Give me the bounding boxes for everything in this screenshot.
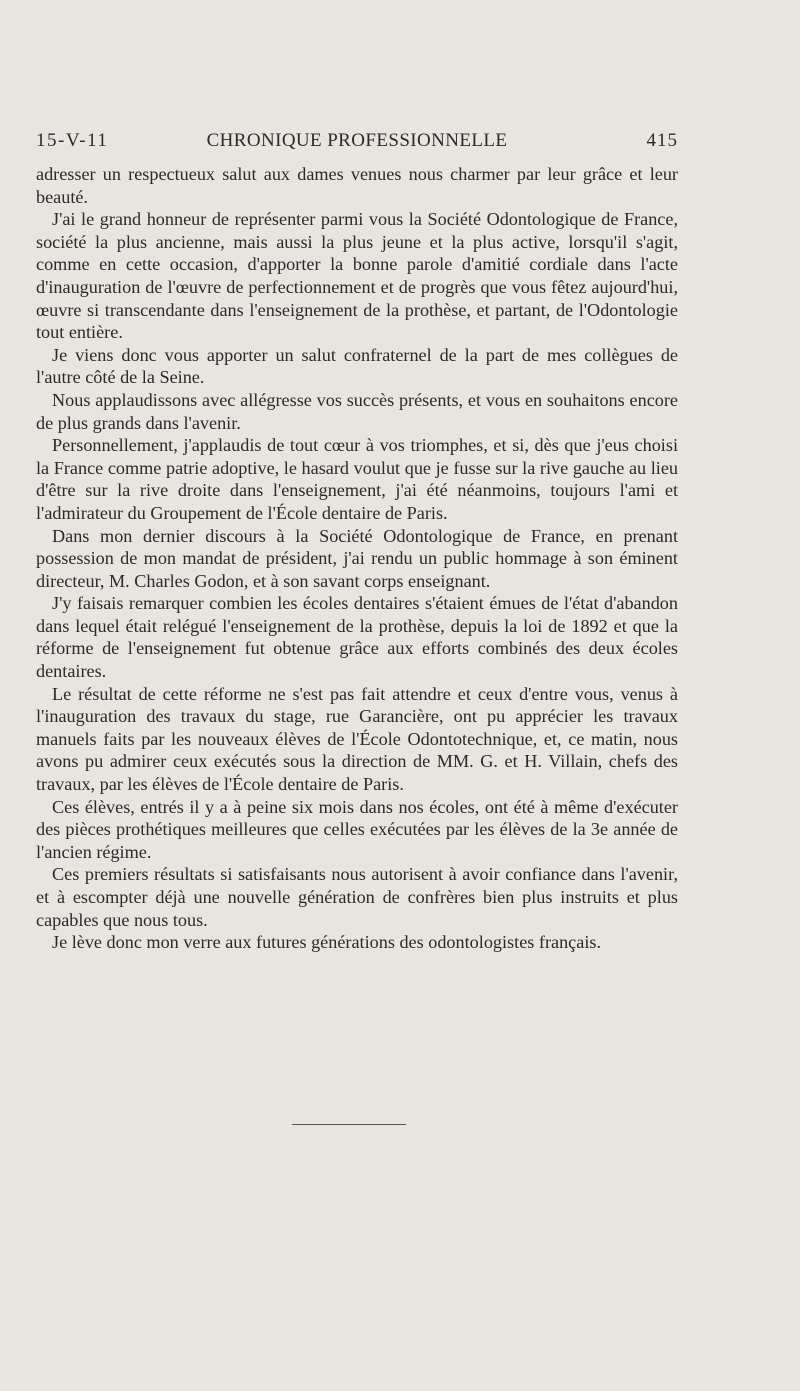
- running-head: [36, 130, 678, 156]
- paragraph-3: Je viens donc vous apporter un salut confraternel de la part de mes collègues de l'autre côté de la Seine.: [36, 344, 678, 388]
- paragraph-8: Le résultat de cette réforme ne s'est pas fait attendre et ceux d'entre vous, venus à l'inauguration des travaux du stage, rue Garancière, ont pu apprécier les travaux manuels faits par les nouveaux élèves de l'École Odontotechnique, et, ce matin, nous avons pu admirer ceux exécutés sous la direction de MM. G. et H. Villain, chefs des travaux, par les élèves de l'École dentaire de Paris.: [36, 683, 678, 795]
- paragraph-7: J'y faisais remarquer combien les écoles dentaires s'étaient émues de l'état d'abandon dans lequel était relégué l'enseignement de la prothèse, depuis la loi de 1892 et que la réforme de l'enseignement fut obtenue grâce aux efforts combinés des deux écoles dentaires.: [36, 593, 678, 682]
- page-number: 415: [646, 130, 678, 151]
- paragraph-11: Je lève donc mon verre aux futures générations des odontologistes français.: [52, 932, 601, 953]
- paragraph-2: J'ai le grand honneur de représenter parmi vous la Société Odontologique de France, société la plus ancienne, mais aussi la plus jeune et la plus active, lorsqu'il s'agit, comme en cette occasion, d'apporter la bonne parole d'amitié cordiale dans l'acte d'inauguration de l'œuvre de perfectionnement et de progrès que vous fêtez aujourd'hui, œuvre si transcendante dans l'enseignement de la prothèse, et partant, de l'Odontologie tout entière.: [36, 209, 678, 343]
- article-body: [36, 163, 678, 954]
- paragraph-1: adresser un respectueux salut aux dames venues nous charmer par leur grâce et leur beauté.: [36, 164, 678, 207]
- section-title: CHRONIQUE PROFESSIONNELLE: [206, 130, 508, 151]
- paragraph-4: Nous applaudissons avec allégresse vos succès présents, et vous en souhaitons encore de plus grands dans l'avenir.: [36, 389, 678, 433]
- paragraph-9: Ces élèves, entrés il y a à peine six mois dans nos écoles, ont été à même d'exécuter des pièces prothétiques meilleures que celles exécutées par les élèves de la 3e année de l'ancien régime.: [36, 796, 678, 862]
- paragraph-5: Personnellement, j'applaudis de tout cœur à vos triomphes, et si, dès que j'eus choisi la France comme patrie adoptive, le hasard voulut que je fusse sur la rive gauche au lieu d'être sur la rive droite dans l'enseignement, j'ai été néanmoins, toujours l'ami et l'admirateur du Groupement de l'École dentaire de Paris.: [36, 435, 678, 523]
- section-end-rule: [292, 1124, 406, 1125]
- issue-date: 15-V-11: [36, 130, 109, 151]
- paragraph-10: Ces premiers résultats si satisfaisants nous autorisent à avoir confiance dans l'avenir, et à escompter déjà une nouvelle génération de confrères bien plus instruits et plus capables que nous tous.: [36, 864, 678, 930]
- paragraph-6: Dans mon dernier discours à la Société Odontologique de France, en prenant possession de mon mandat de président, j'ai rendu un public hommage à son éminent directeur, M. Charles Godon, et à son savant corps enseignant.: [36, 525, 678, 591]
